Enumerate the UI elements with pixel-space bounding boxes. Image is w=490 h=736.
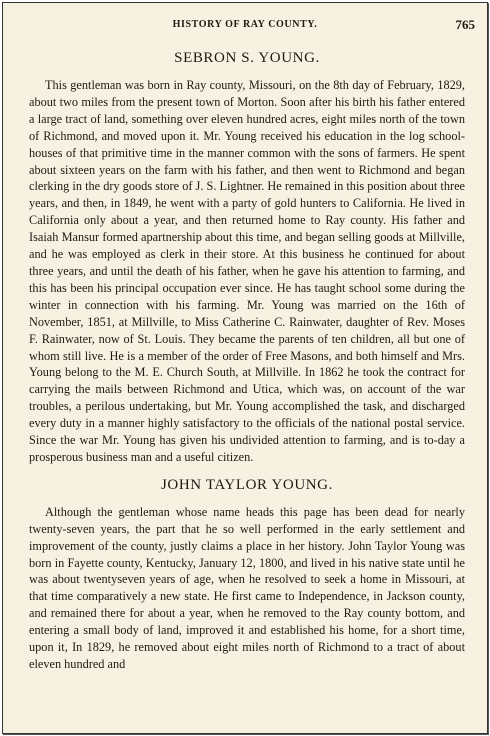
running-head: HISTORY OF RAY COUNTY. (172, 19, 318, 30)
book-page (2, 2, 488, 734)
biography-john-taylor-young (29, 476, 465, 673)
section-title: SEBRON S. YOUNG. (174, 50, 320, 66)
section-title: JOHN TAYLOR YOUNG. (161, 476, 333, 493)
page-header (3, 19, 487, 35)
biography-sebron-s-young (29, 49, 465, 466)
section-body: Although the gentleman whose name heads this page has been dead for nearly twenty-seven years, the part that he so well performed in the early settlement and improvement of the county, justly claims a place in her history. John Taylor Young was born in Fayette county, Kentucky, January 12, 1800, and lived in his native state until he was about twentyseven years of age, when he resolved to seek a home in Missouri, at that time comparatively a new state. He first came to Independence, in Jackson county, and remained there for about a year, when he removed to the Ray county bottom, and entering a small body of land, improved it and established his home, for a short time, upon it, In 1829, he removed about eight miles north of Richmond to a tract of about eleven hundred and (29, 504, 465, 671)
page-content (29, 49, 465, 673)
section-body: This gentleman was born in Ray county, Missouri, on the 8th day of February, 1829, about two miles from the present town of Morton. Soon after his birth his father entered a large tract of land, something over eleven hundred acres, eight miles north of the town of Richmond, and moved upon it. Mr. Young received his education in the log schoolhouses of that primitive time in the manner common with the sons of farmers. He spent about sixteen years on the farm with his father, and then went to Richmond and began clerking in the dry goods store of J. S. Lightner. He remained in this position about three years, and then, in 1849, he went with a party of gold hunters to California. He lived in California only about a year, and then returned home to Ray county. His father and Isaiah Mansur formed apartnership about this time, and began selling goods at Millville, and he was employed as clerk in their store. At this business he continued for about three years, and until the death of his father, when he gave his attention to farming, and this has been his principal occupation ever since. He has taught school some during the winter in connection with his farming. Mr. Young was married on the 16th of November, 1851, at Millville, to Miss Catherine C. Rainwater, daughter of Rev. Moses F. Rainwater, now of St. Louis. They became the parents of ten children, all but one of whom still live. He is a member of the order of Free Masons, and both himself and Mrs. Young belong to the M. E. Church South, at Millville. In 1862 he took the contract for carrying the mails between Richmond and Utica, which was, on account of the war troubles, a perilous undertaking, but Mr. Young accomplished the task, and discharged every duty in a manner highly satisfactory to the officials of the national postal service. Since the war Mr. Young has given his undivided attention to farming, and is to-day a prosperous business man and a useful citizen. (29, 78, 465, 464)
page-number: 765 (455, 17, 475, 32)
